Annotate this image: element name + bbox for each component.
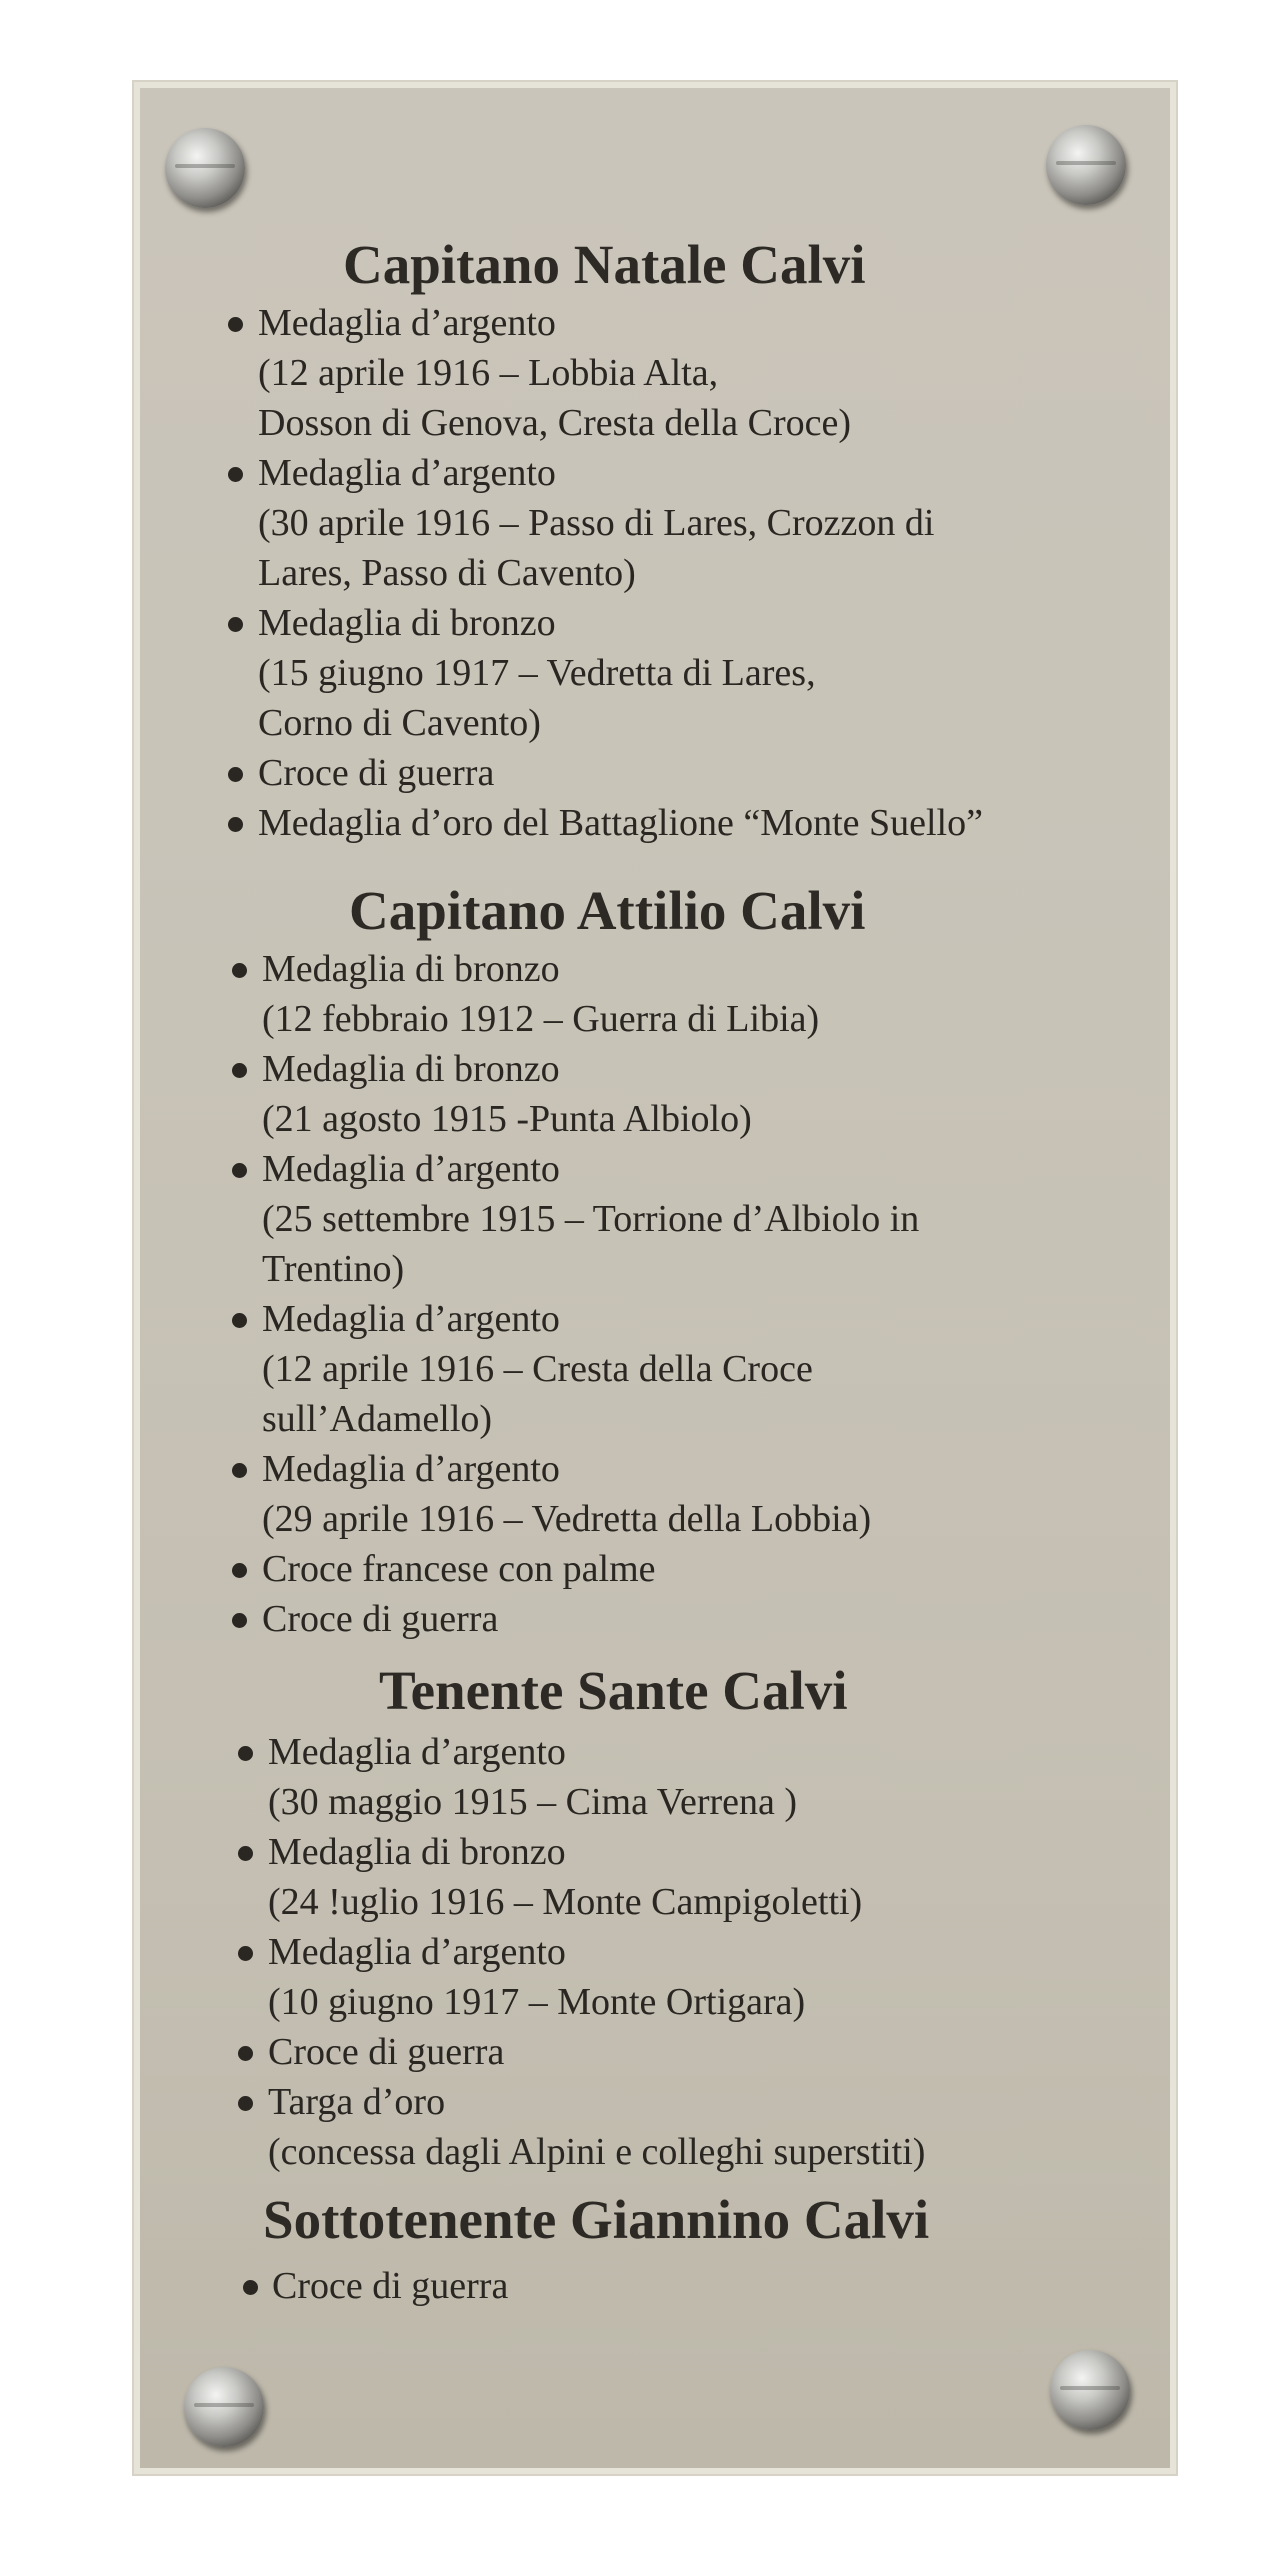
bullet-icon (243, 2280, 258, 2295)
bullet-icon (238, 1946, 253, 1961)
award-detail: (10 giugno 1917 – Monte Ortigara) (268, 1981, 806, 2023)
award-name: Medaglia d’argento (258, 452, 556, 494)
award-detail: sull’Adamello) (262, 1398, 493, 1440)
bullet-icon (228, 817, 243, 832)
bullet-icon (232, 1313, 247, 1328)
bullet-icon (228, 467, 243, 482)
award-detail: (concessa dagli Alpini e colleghi superstiti) (268, 2131, 926, 2173)
award-detail: (29 aprile 1916 – Vedretta della Lobbia) (262, 1498, 872, 1540)
section-heading: Capitano Attilio Calvi (349, 880, 866, 941)
award-detail: (12 aprile 1916 – Lobbia Alta, (258, 352, 719, 394)
bullet-icon (238, 1846, 253, 1861)
bullet-icon (232, 1463, 247, 1478)
award-name: Medaglia d’oro del Battaglione “Monte Suello” (258, 802, 983, 844)
award-name: Medaglia di bronzo (268, 1831, 566, 1873)
bullet-icon (232, 1563, 247, 1578)
award-name: Targa d’oro (268, 2081, 446, 2123)
bullet-icon (232, 1163, 247, 1178)
award-name: Medaglia d’argento (258, 302, 556, 344)
section-heading: Sottotenente Giannino Calvi (263, 2189, 930, 2250)
award-name: Croce di guerra (262, 1598, 499, 1640)
award-detail: (30 maggio 1915 – Cima Verrena ) (268, 1781, 798, 1823)
section-heading: Capitano Natale Calvi (343, 234, 866, 295)
award-name: Medaglia d’argento (262, 1148, 560, 1190)
award-name: Medaglia d’argento (262, 1448, 560, 1490)
award-detail: (24 !uglio 1916 – Monte Campigoletti) (268, 1881, 863, 1923)
award-detail: Trentino) (262, 1248, 405, 1290)
bullet-icon (232, 963, 247, 978)
section-heading: Tenente Sante Calvi (379, 1660, 848, 1721)
bullet-icon (228, 767, 243, 782)
award-detail: Lares, Passo di Cavento) (258, 552, 636, 594)
award-detail: (25 settembre 1915 – Torrione d’Albiolo in (262, 1198, 920, 1240)
award-detail: (12 aprile 1916 – Cresta della Croce (262, 1348, 813, 1390)
bullet-icon (238, 1746, 253, 1761)
award-name: Croce di guerra (258, 752, 495, 794)
award-name: Medaglia d’argento (262, 1298, 560, 1340)
award-detail: (12 febbraio 1912 – Guerra di Libia) (262, 998, 820, 1040)
award-name: Medaglia d’argento (268, 1731, 566, 1773)
bullet-icon (232, 1613, 247, 1628)
award-detail: (30 aprile 1916 – Passo di Lares, Crozzon di (258, 502, 935, 544)
award-detail: (15 giugno 1917 – Vedretta di Lares, (258, 652, 816, 694)
award-name: Medaglia di bronzo (258, 602, 556, 644)
award-name: Croce di guerra (268, 2031, 505, 2073)
award-name: Medaglia d’argento (268, 1931, 566, 1973)
bullet-icon (228, 617, 243, 632)
award-detail: (21 agosto 1915 -Punta Albiolo) (262, 1098, 752, 1140)
award-name: Croce di guerra (272, 2265, 509, 2307)
award-detail: Dosson di Genova, Cresta della Croce) (258, 402, 852, 444)
award-detail: Corno di Cavento) (258, 702, 541, 744)
bullet-icon (238, 2096, 253, 2111)
award-name: Croce francese con palme (262, 1548, 656, 1590)
bullet-icon (232, 1063, 247, 1078)
bullet-icon (238, 2046, 253, 2061)
award-name: Medaglia di bronzo (262, 948, 560, 990)
award-name: Medaglia di bronzo (262, 1048, 560, 1090)
bullet-icon (228, 317, 243, 332)
